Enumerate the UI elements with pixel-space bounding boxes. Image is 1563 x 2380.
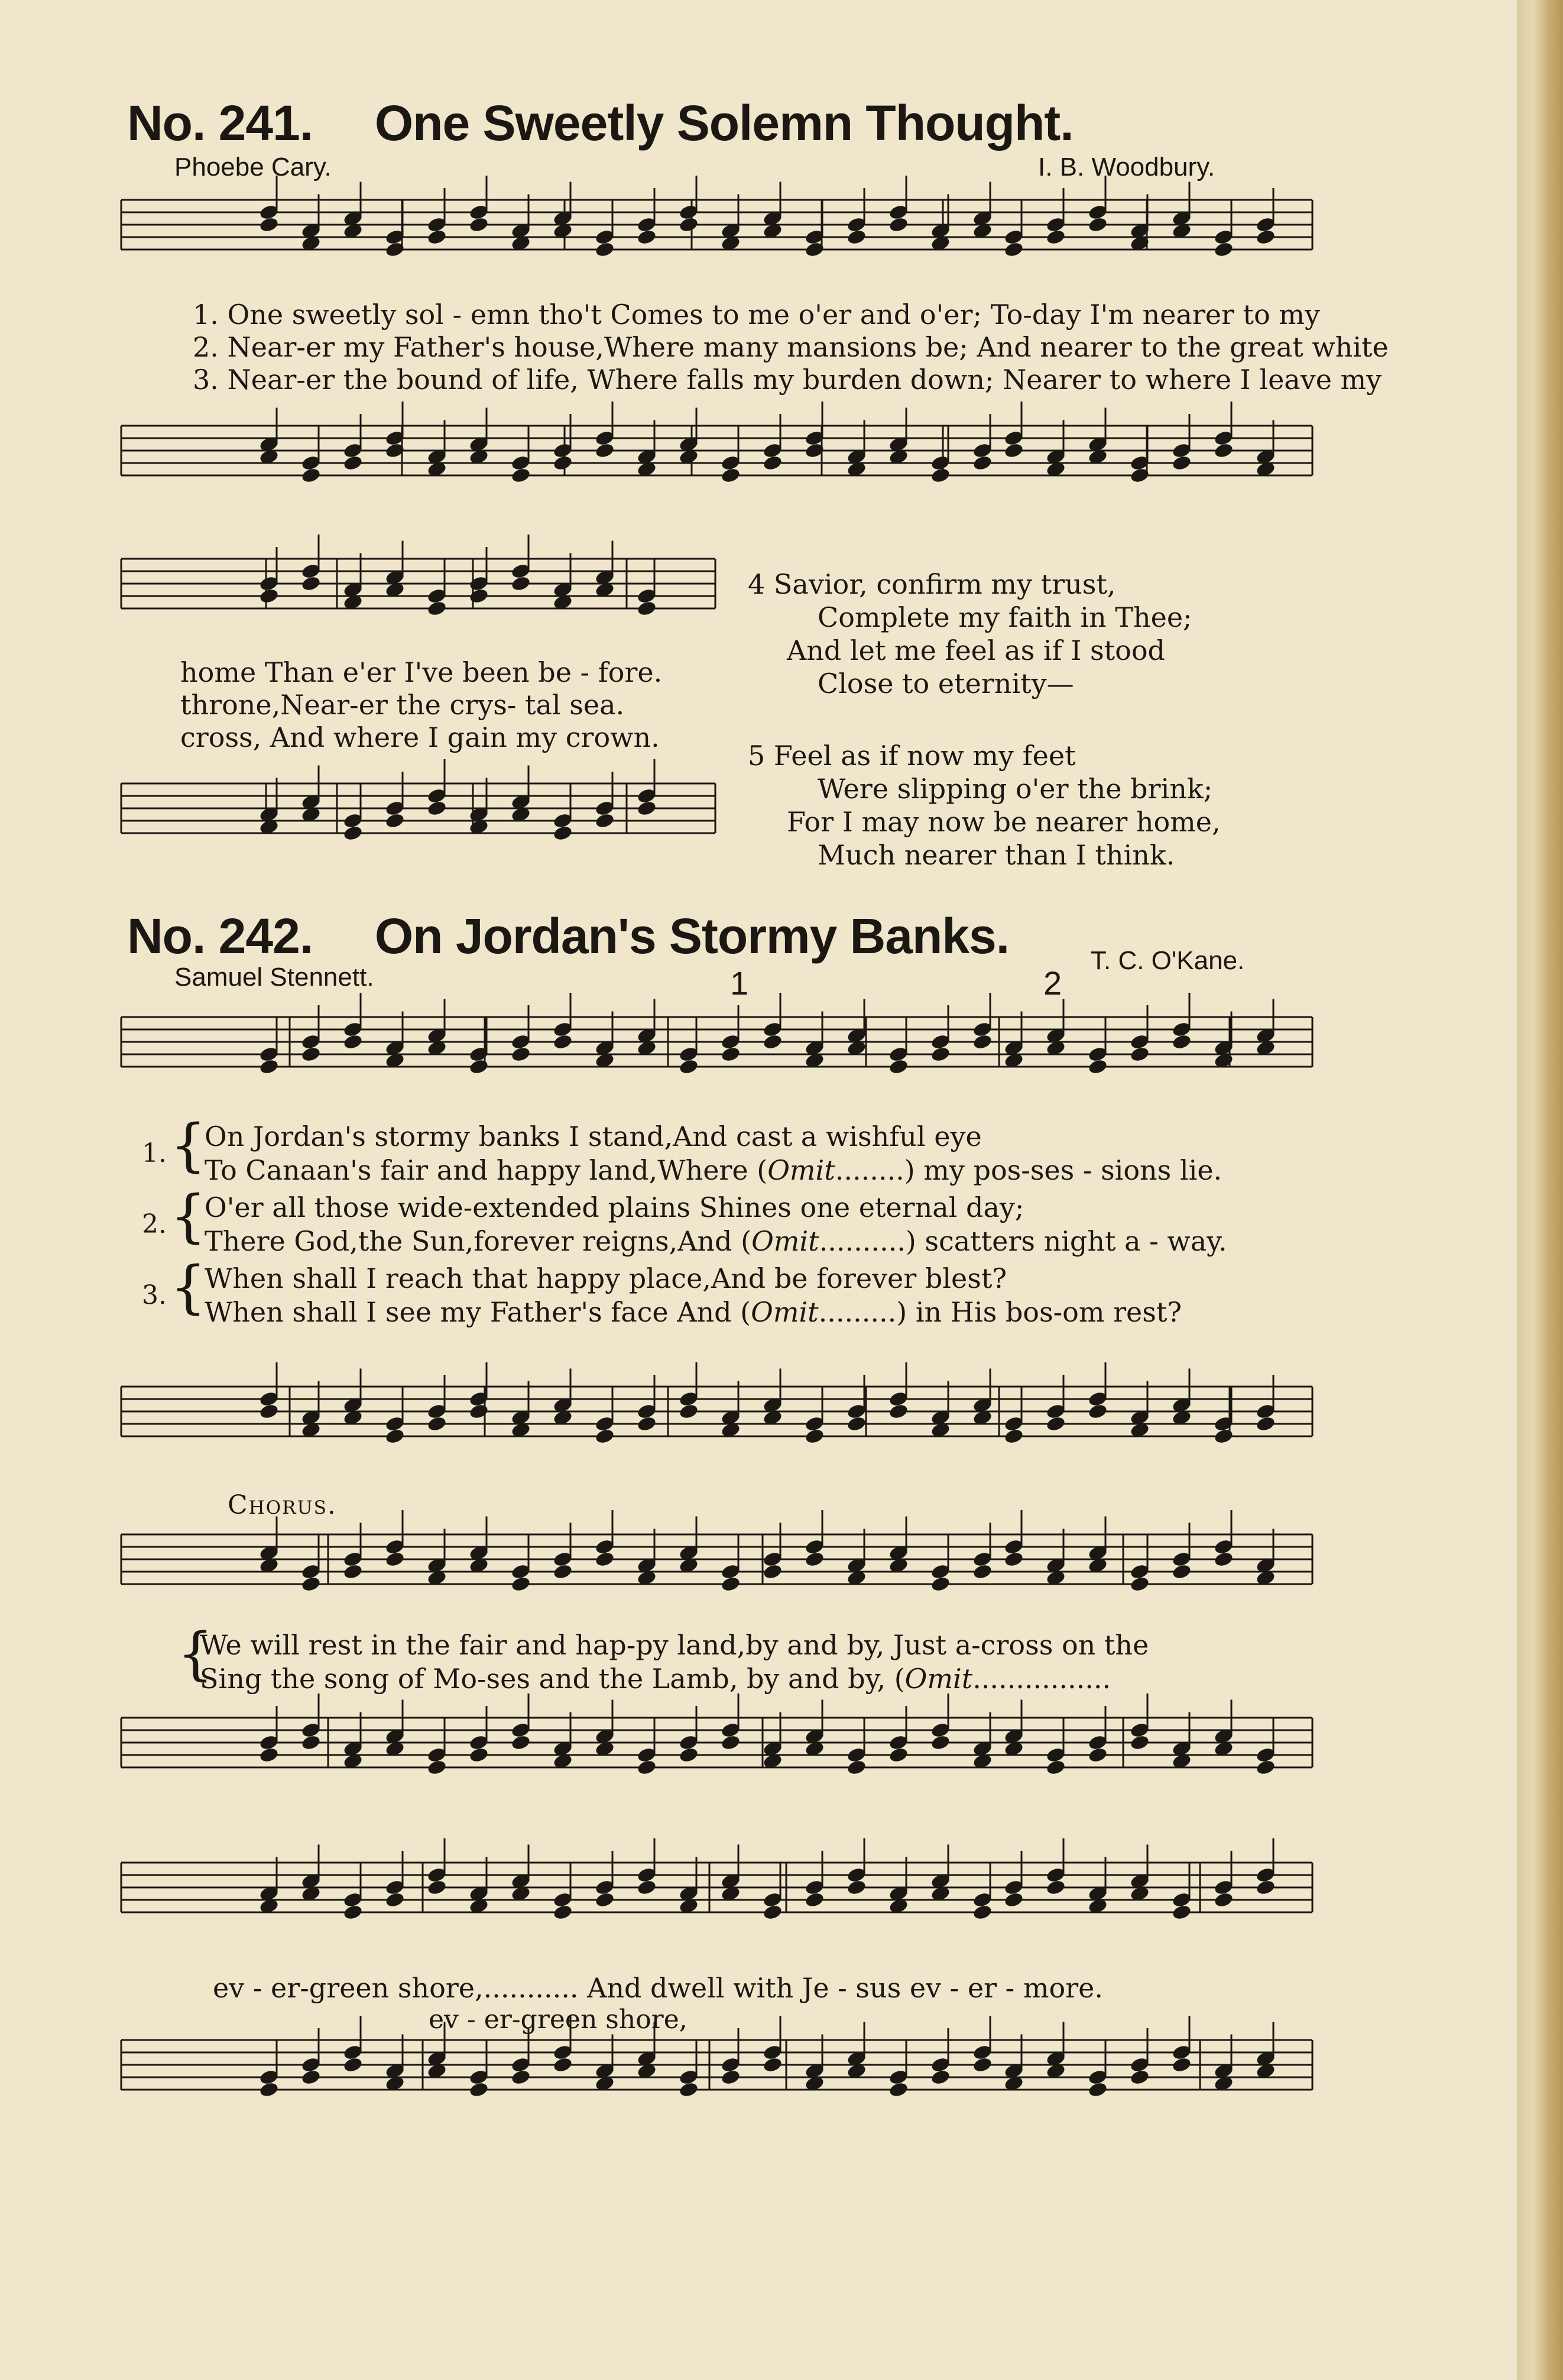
hymn-241-lyricist: Phoebe Cary. [174, 153, 332, 182]
hymn-241-line2-verse2: throne,Near-er the crys- tal sea. [180, 689, 625, 721]
notehead [426, 1879, 447, 1896]
hymn-242-title: On Jordan's Stormy Banks. [374, 908, 1010, 964]
notehead [342, 824, 363, 841]
notehead [510, 575, 531, 592]
notehead [384, 812, 405, 829]
notehead [1213, 241, 1234, 258]
notehead [720, 1734, 741, 1751]
notehead [762, 2056, 783, 2073]
notehead [762, 1563, 783, 1580]
notehead [1087, 1746, 1108, 1763]
notehead [384, 1427, 405, 1445]
notehead [1003, 241, 1024, 258]
verse-4-number: 4 [748, 568, 766, 600]
verse-1-brace: { [170, 1112, 207, 1178]
hymn-241-header [127, 95, 1074, 152]
notehead [426, 600, 447, 617]
notehead [1255, 1879, 1276, 1896]
notehead [804, 1427, 825, 1445]
notehead [636, 1415, 657, 1432]
notehead [678, 1058, 699, 1075]
notehead [1129, 1734, 1150, 1751]
hymn-242-number: No. 242. [127, 908, 313, 964]
notehead [426, 1415, 447, 1432]
notehead [594, 241, 615, 258]
hymn-242-lyricist: Samuel Stennett. [174, 963, 374, 992]
notehead [552, 1563, 573, 1580]
notehead [678, 2081, 699, 2098]
notehead [552, 2056, 573, 2073]
verse-2-brace: { [170, 1183, 207, 1249]
notehead [1213, 1427, 1234, 1445]
verse-1-line-b: To Canaan's fair and happy land,Where (Omit........) my pos-ses - sions lie. [205, 1154, 1222, 1186]
verse-1-line-a: On Jordan's stormy banks I stand,And cast a wishful eye [205, 1121, 982, 1152]
notehead [1045, 1879, 1066, 1896]
notehead [594, 442, 615, 459]
notehead [762, 1033, 783, 1050]
notehead [972, 2056, 993, 2073]
verse-3-brace: { [170, 1254, 207, 1320]
verse-5-line-4: Much nearer than I think. [818, 839, 1175, 871]
notehead [1087, 2081, 1108, 2098]
hymn-241-number: No. 241. [127, 95, 313, 151]
notehead [1255, 1415, 1276, 1432]
notehead [1255, 1759, 1276, 1776]
notehead [804, 1550, 825, 1568]
notehead [762, 454, 783, 471]
notehead [1213, 442, 1234, 459]
verse-3-line-a: When shall I reach that happy place,And be forever blest? [205, 1262, 1007, 1294]
notehead [510, 2068, 531, 2086]
verse-3-line-b: When shall I see my Father's face And (Omit.........) in His bos-om rest? [205, 1296, 1182, 1328]
notehead [636, 1879, 657, 1896]
notehead [930, 2068, 951, 2086]
notehead [552, 1033, 573, 1050]
notehead [678, 1746, 699, 1763]
notehead [720, 2068, 741, 2086]
notehead [594, 1891, 615, 1908]
notehead [1213, 1891, 1234, 1908]
notehead [846, 1415, 867, 1432]
notehead [846, 1759, 867, 1776]
notehead [930, 467, 951, 484]
notehead [1045, 1759, 1066, 1776]
notehead [930, 1045, 951, 1063]
notehead [468, 587, 489, 604]
notehead [258, 587, 279, 604]
notehead [1171, 454, 1192, 471]
hymn-241-line1-verse3: 3. Near-er the bound of life, Where falls my burden down; Nearer to where I leave my [193, 364, 1382, 396]
notehead [678, 1403, 699, 1420]
notehead [888, 2081, 909, 2098]
notehead [510, 1734, 531, 1751]
verse-4-line-2: Complete my faith in Thee; [818, 601, 1192, 633]
notehead [510, 467, 531, 484]
notehead [888, 1403, 909, 1420]
notehead [636, 799, 657, 817]
notehead [1171, 1033, 1192, 1050]
notehead [468, 1058, 489, 1075]
notehead [930, 1575, 951, 1592]
notehead [510, 1045, 531, 1063]
notehead [300, 2068, 321, 2086]
verse-1-number: 1. [142, 1138, 167, 1168]
notehead [930, 1734, 951, 1751]
notehead [888, 216, 909, 233]
notehead [552, 824, 573, 841]
notehead [1171, 2056, 1192, 2073]
hymn-241-line1-verse2: 2. Near-er my Father's house,Where many mansions be; And nearer to the great white [193, 331, 1389, 363]
notehead [342, 1903, 363, 1921]
final-line-b: ev - er-green shore, [429, 2005, 688, 2035]
notehead [720, 1045, 741, 1063]
notehead [1129, 2068, 1150, 2086]
notehead [636, 228, 657, 245]
verse-2-line-a: O'er all those wide-extended plains Shines one eternal day; [205, 1191, 1024, 1223]
verse-5-line-2: Were slipping o'er the brink; [818, 773, 1213, 805]
notehead [300, 575, 321, 592]
final-line-a: ev - er-green shore,........... And dwell with Je - sus ev - er - more. [213, 1972, 1103, 2004]
notehead [888, 1746, 909, 1763]
notehead [636, 1759, 657, 1776]
notehead [594, 1427, 615, 1445]
notehead [468, 216, 489, 233]
hymn-242-header [127, 908, 1009, 965]
notehead [426, 228, 447, 245]
notehead [804, 1891, 825, 1908]
notehead [258, 1403, 279, 1420]
verse-4-line-4: Close to eternity— [818, 668, 1074, 700]
notehead [384, 1891, 405, 1908]
notehead [1171, 1563, 1192, 1580]
notehead [342, 454, 363, 471]
notehead [1003, 1427, 1024, 1445]
notehead [1087, 1403, 1108, 1420]
notehead [972, 1033, 993, 1050]
notehead [1045, 1415, 1066, 1432]
notehead [1213, 1550, 1234, 1568]
notehead [594, 1550, 615, 1568]
notehead [258, 2081, 279, 2098]
notehead [258, 1058, 279, 1075]
first-ending-number: 1 [730, 964, 749, 1002]
notehead [846, 1879, 867, 1896]
notehead [972, 1903, 993, 1921]
verse-5-line-3: For I may now be nearer home, [787, 806, 1221, 838]
chorus-line-a: We will rest in the fair and hap-py land,by and by, Just a-cross on the [200, 1629, 1149, 1661]
notehead [594, 812, 615, 829]
notehead [258, 1746, 279, 1763]
notehead [888, 1058, 909, 1075]
notehead [384, 1550, 405, 1568]
notehead [300, 1045, 321, 1063]
second-ending-number: 2 [1043, 964, 1062, 1002]
notehead [426, 799, 447, 817]
notehead [426, 1759, 447, 1776]
hymn-241-composer: I. B. Woodbury. [1038, 153, 1215, 182]
notehead [1087, 1058, 1108, 1075]
chorus-label: Chorus. [228, 1490, 337, 1520]
verse-4-line-1: Savior, confirm my trust, [773, 568, 1116, 600]
notehead [342, 1033, 363, 1050]
notehead [1171, 1903, 1192, 1921]
verse-3-number: 3. [142, 1280, 167, 1310]
notehead [1255, 228, 1276, 245]
hymn-241-verse-4 [748, 568, 1192, 700]
notehead [678, 216, 699, 233]
notehead [972, 454, 993, 471]
hymn-241-line1-verse1: 1. One sweetly sol - emn tho't Comes to me o'er and o'er; To-day I'm nearer to my [193, 299, 1320, 331]
hymn-241-title: One Sweetly Solemn Thought. [374, 95, 1074, 151]
notehead [468, 2081, 489, 2098]
chorus-line-b: Sing the song of Mo-ses and the Lamb, by and by, (Omit................ [200, 1663, 1111, 1695]
hymn-241-line2-verse3: cross, And where I gain my crown. [180, 721, 660, 753]
notehead [762, 1903, 783, 1921]
verse-5-number: 5 [748, 740, 766, 772]
notehead [468, 1403, 489, 1420]
hymn-242-composer: T. C. O'Kane. [1091, 946, 1245, 975]
notehead [300, 1734, 321, 1751]
notehead [972, 1563, 993, 1580]
notehead [1087, 216, 1108, 233]
notehead [1003, 1891, 1024, 1908]
notehead [720, 467, 741, 484]
verse-4-line-3: And let me feel as if I stood [787, 634, 1165, 666]
notehead [510, 1575, 531, 1592]
notehead [300, 467, 321, 484]
notehead [258, 216, 279, 233]
notehead [552, 454, 573, 471]
notehead [1003, 442, 1024, 459]
notehead [720, 1575, 741, 1592]
notehead [1045, 228, 1066, 245]
notehead [1129, 1575, 1150, 1592]
hymn-241-verse-5 [748, 739, 1221, 872]
verse-2-number: 2. [142, 1209, 167, 1239]
notehead [342, 1563, 363, 1580]
notehead [468, 1746, 489, 1763]
notehead [846, 228, 867, 245]
verse-2-line-b: There God,the Sun,forever reigns,And (Omit..........) scatters night a - way. [205, 1225, 1227, 1257]
notehead [1003, 1550, 1024, 1568]
notehead [552, 1903, 573, 1921]
hymn-241-line2-verse1: home Than e'er I've been be - fore. [180, 656, 663, 688]
verse-5-line-1: Feel as if now my feet [773, 740, 1076, 772]
notehead [342, 2056, 363, 2073]
notehead [300, 1575, 321, 1592]
chorus-brace: { [177, 1621, 214, 1687]
notehead [1129, 1045, 1150, 1063]
notehead [636, 600, 657, 617]
